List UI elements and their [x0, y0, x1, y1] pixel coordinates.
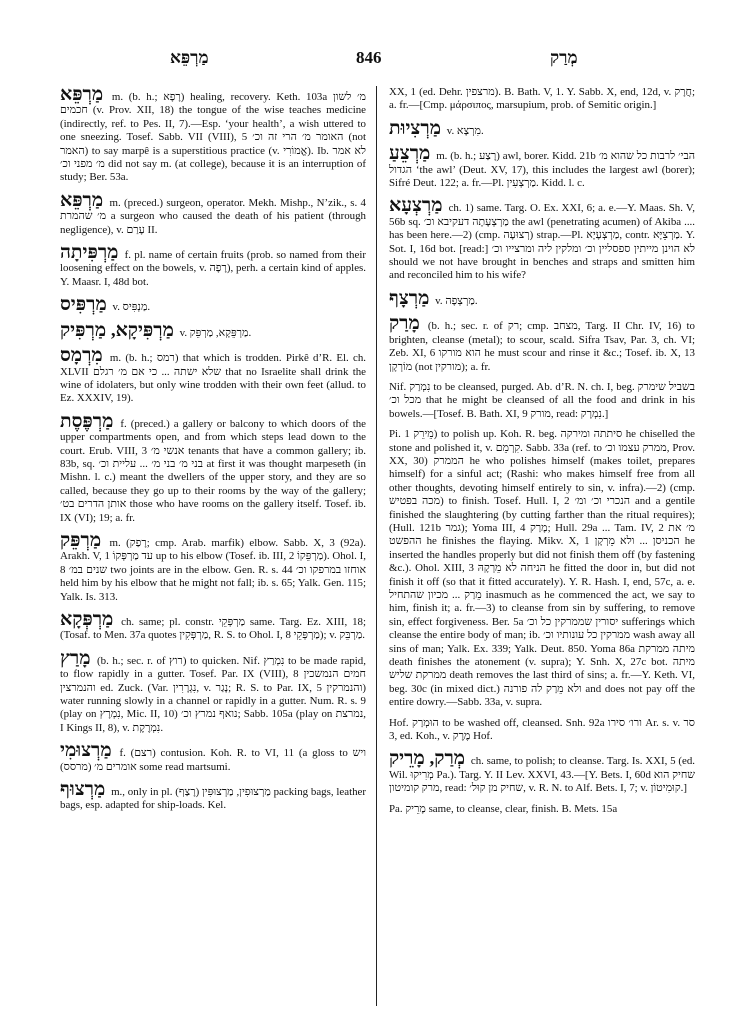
entry-text: (b. h.; sec. r. of רוץ) to quicken. Nif. נִמְרַץ to be made rapid, to flow rapidly in a gutter. Tosef. Par. IX (VIII), 8 חמים הנמשכין והנמרצין ed. Zuck. (Var. נִגְרָרִין, v. נָגַר; R. S. to Par. IX, 5 והנמרקין) water running slowly in a channel or rapidly in a gutter. Num. R. s. 9 (play on נִמְרָץ, Mic. II, 10) נואף נמרץ וכ׳; Sabb. 105a (play on נמרצת, I Kings II, 8), v. נִמְרֶקֶת. — [60, 654, 367, 734]
entry-headword: מַרְצוּמִי — [60, 740, 112, 762]
dictionary-entry — [389, 117, 695, 139]
entry-headword: מַרְפִּיס — [60, 294, 107, 316]
dictionary-entry — [389, 197, 695, 282]
dictionary-entry — [60, 781, 366, 813]
column-divider — [376, 86, 377, 1006]
entry-text: ch. same, to polish; to cleanse. Targ. Is. XXI, 5 (ed. Wil. מְרִיקוּ Pa.). Targ. Y. II Lev. XXVI, 43.—[Y. Bets. I, 60d שחיק הוא מרק קומיטון, read: שחיק מן קוּל׳, v. R. N. to Alf. Bets. I, 7; v. קוּמִיטוֹן.] — [389, 755, 696, 795]
entry-headword: מָרַץ — [60, 647, 91, 669]
entry-text: XX, 1 (ed. Dehr. מרצפין). B. Bath. V, 1. Y. Sabb. X, end, 12d, v. חֲרָק; a. fr.—[Cmp. μάρσιπος, marsupium, prob. of Semitic origin.] — [389, 86, 695, 112]
entry-text: Pi. מֵירֵק 1) to polish up. Koh. R. beg. סיתתה ומירקה he chiselled the stone and polished it, v. קִרְמֵם. Sabb. 33a (ref. to ממרק עצמו וכ׳, Prov. XX, 30) הממרק he who polishes himself (makes toilet, prepares himself) for a sinful act; (Rashi: who makes himself free from all other thoughts, devoting himself entirely to sin, v. infra).—2) (cmp. מכה בפטיש) to finish. Tosef. Hull. I, 2 הנכרי וכ׳ ומ׳ and a gentile finished the slaughtering (by cutting farther than the ritual requires); (Hull. 121b גמר); Yoma III, 4 מָרַק; Hull. 29a ... Tam. IV, 2 מ׳ את ההפשט he finishes the flaying. Mikv. X, 1 הכניסן ... ולא מֵרְקָן he inserted the handles properly but did not finish them off (by fastening &c.). Ohol. XIII, 3 הניחה לא מֵרְקָהּ he fitted the door in, but did not finish it off (so that it fitted accurately). Y. R. Hash. I, end, 57c, a. e. מֵרַק ... מכיון שהתחיל inasmuch as he commenced the act, we say to him, finish it; a. fr.—3) to cleanse from sin by suffering, to remove sin, effect forgiveness. Ber. 5a יסורין שממרקין כל וכ׳ sufferings which cleanse the entire body of man; ib. ממרקין כל עונותיו וכ׳ wash away all sins of man; Yalk. Ex. 339; Yalk. Deut. 850. Yoma 86a מיתה ממרקת death finishes the atonement (v. supra); Y. Snh. X, 27c bot. מיתה ממרקת שליש death removes the last third of sins; a. fr.—Y. Keth. VI, beg. 30c (in mixed dict.) ולא מֵרַק לה פורנה and does not pay off the entire dowry.—Sabb. 33a, v. supra. — [389, 428, 696, 709]
entry-text: m. (b. h.; רָצַע) awl, borer. Kidd. 21b הבי׳ לרבות כל שהוא מ׳ הגדול ‘the awl’ (Deut. XV, 17), this includes the largest awl (borer); Sifré Deut. 122; a. fr.—Pl. מַרְצְעִין. Kidd. l. c. — [389, 150, 695, 190]
dictionary-entry — [60, 189, 366, 237]
entry-text: v. מִרְצָא. — [446, 124, 484, 137]
dictionary-entry — [60, 529, 366, 604]
page-header — [60, 48, 700, 76]
entry-headword: מַרְפִּיתָה — [60, 242, 119, 264]
entry-headword: מַרְפֵּק — [60, 529, 102, 551]
dictionary-entry — [389, 86, 695, 113]
dictionary-entry — [60, 742, 366, 774]
entry-text: (b. h.; sec. r. of רק; cmp. מצחב, Targ. II Chr. IV, 16) to brighten, cleanse (metal); to scour, scald. Sifra Tsav, Par. 3, ch. VI; Zeb. XI, 6 הוא מורקו he must scour and rinse it &c.; Tosef. ib. X, 13 מוֹרְקָן (not מורקין); a. fr. — [389, 320, 695, 373]
entry-text: f. (preced.) a gallery or balcony to which doors of the upper compartments open, and from which steps lead down to the court. Erub. VIII, 3 אנשי מ׳ tenants that have a common gallery; ib. 83b, sq. בני מ׳ בני מ׳ ... עליית וכ׳ at first it was thought marpeseth (in Mishn. l. c.) meant the dwellers of the upper story, and they are so called, because they go up to their rooms by the way of the gallery; אותן הדרים בט׳ those who have rooms on the gallery itself. Tosef. ib. IX (VI); 19; a. fr. — [60, 417, 367, 524]
entry-text: Hof. הוּמְרַק to be washed off, cleansed. Snh. 92a ורו׳ סירו Ar. s. v. סר 3, ed. Koh., v. מֶרֶק Hof. — [389, 716, 695, 743]
dictionary-entry — [60, 410, 367, 525]
dictionary-entry — [60, 319, 366, 341]
header-left-headword: מַרְפֵּא — [170, 48, 209, 67]
entry-text: m. (רָפַק; cmp. Arab. marfik) elbow. Sabb. X, 3 (92a). Arakh. V, 1 עד מַרְפְּקוֹ up to his elbow (Tosef. ib. III, 2 מַרְפֵּקוֹ). Ohol. I, 8 שנים במ׳ two joints are in the elbow. Gen. R. s. 44 אוחזו במרפקו וכ׳ held him by his elbow that he might not fall; ib. s. 65; Yalk. Gen. 115; Yalk. Is. 313. — [60, 536, 366, 603]
header-right-headword: מְרַק — [550, 48, 578, 67]
entry-headword: מְרַק, מָרֵיק — [389, 748, 466, 770]
dictionary-entry — [389, 428, 695, 710]
dictionary-entry — [389, 287, 695, 309]
entry-text: m. (b. h.; רמס) that which is trodden. Pirkê d’R. El. ch. XLVII שלא ישתה ... כי אם מ׳ רגלם that no Israelite shall drink the wine of idolaters, but only wine trodden with their own feet (allud. to Ez. XXXIV, 19). — [60, 352, 366, 405]
dictionary-entry — [60, 296, 366, 314]
entry-text: v. מַרְפֵּקָא, מַרְפֵּק. — [179, 326, 252, 339]
entry-text: Pa. מָרֵיק same, to cleanse, clear, finish. B. Mets. 15a — [389, 802, 618, 815]
entry-text: Nif. נִמְרַק to be cleansed, purged. Ab. d’R. N. ch. I, beg. בשביל שימרק מכל וכ׳ that he might be cleansed of all the food and drink in his bowels.—[Tosef. B. Bath. XI, 9 מורק, read: נִמְרָק.] — [389, 380, 695, 420]
entry-headword: מַרְפֵּא — [60, 189, 104, 211]
entry-text: ch. 1) same. Targ. O. Ex. XXI, 6; a. e.—Y. Maas. Sh. V, 56b sq. מַרְצְעָתָה דעקיבא וכ׳ the awl (penetrating acumen) of Akiba .... has been here.—2) (cmp. רְצוּעָה) strap.—Pl. מַרְצְעָיָא, contr. מַרְצֵיָּא. Y. Sot. I, 16d bot. [read:] לא הוינן מייתין ספסליין וכ׳ ומלקין ליה ומרצייו וכ׳ should we not have brought in benches and straps and smitten him and reconciled him to his wife? — [389, 202, 696, 282]
entry-headword: מַרְצֵעַ — [389, 143, 431, 165]
entry-headword: מַרְצָף — [389, 287, 430, 309]
entry-headword: מִרְמָס — [60, 345, 103, 367]
entry-text: m. (b. h.; רָפָא) healing, recovery. Keth. 103a מ׳ לשון חכמים (v. Prov. XII, 18) the tongue of the wise teaches medicine (indirectly, ref. to Pes. II, 7).—Esp. ‘your health’, a wish uttered to one sneezing. Tosef. Sabb. VII (VIII), 5 האומר מ׳ הרי זה וכ׳ (not האמר) to say marpê is a superstitious practice (v. אֱמוֹרִי). Ib. לא אמר מ׳ מפני וכ׳ did not say m. (at college), because it is an interruption of study; Ber. 53a. — [60, 91, 367, 184]
entry-text: m. (preced.) surgeon, operator. Mekh. Mishp., N’zik., s. 4 מ׳ שהמרת a surgeon who caused the death of his patient (through negligence), v. עָרַם II. — [60, 196, 366, 236]
entry-text: v. מַנְפִּיס. — [112, 301, 151, 314]
entry-headword: מָרַק — [389, 313, 420, 335]
entry-text: f. pl. name of certain fruits (prob. so named from their loosening effect on the bowels, v. רָפָה), perh. a certain kind of apples. Y. Maasr. I, 48d bot. — [60, 249, 366, 288]
dictionary-entry — [389, 717, 695, 744]
entry-text: v. מַרְצְפָה. — [435, 294, 478, 307]
entry-text: ch. same; pl. constr. מַרְפְּקֵי same. Targ. Ez. XIII, 18; (Tosaf. to Men. 37a quotes מַרְפְּקִין, R. S. to Ohol. I, 8 מַרְפְּקֵי); v. מַרְבֵּק. — [60, 616, 367, 642]
dictionary-entry — [389, 750, 695, 795]
entry-text: m., only in pl. מַרְצוּפִין, מַרְצוּפִּין (רָצַף) packing bags, leather bags, esp. adapted for ship-loads. Kel. — [60, 786, 367, 812]
dictionary-entry — [389, 315, 695, 374]
entry-headword: מַרְפֶּסֶת — [60, 410, 114, 432]
dictionary-entry — [389, 145, 695, 190]
dictionary-entry — [389, 381, 695, 421]
dictionary-entry — [60, 244, 366, 289]
entry-headword: מַרְצִיוּת — [389, 117, 441, 139]
entry-headword: מַרְפֵּא — [60, 84, 104, 105]
dictionary-entry — [60, 611, 366, 643]
dictionary-entry — [60, 647, 367, 735]
right-column — [389, 86, 695, 823]
entry-headword: מַרְצְעָא — [389, 195, 443, 217]
entry-headword: מַרְצוּף — [60, 779, 106, 801]
entry-headword: מַרְפְּקָא — [60, 609, 114, 630]
left-column — [60, 86, 366, 820]
entry-headword: מַרְפִּיקָא, מַרְפִּיק — [60, 319, 174, 341]
page-number: 846 — [356, 48, 382, 67]
dictionary-entry — [60, 347, 366, 406]
entry-text: f. (רצם) contusion. Koh. R. to VI, 11 (a gloss to ויש אומרים מ׳ (מרסס) some read martsumi. — [60, 747, 366, 773]
dictionary-entry — [389, 803, 695, 816]
dictionary-entry — [60, 86, 366, 185]
